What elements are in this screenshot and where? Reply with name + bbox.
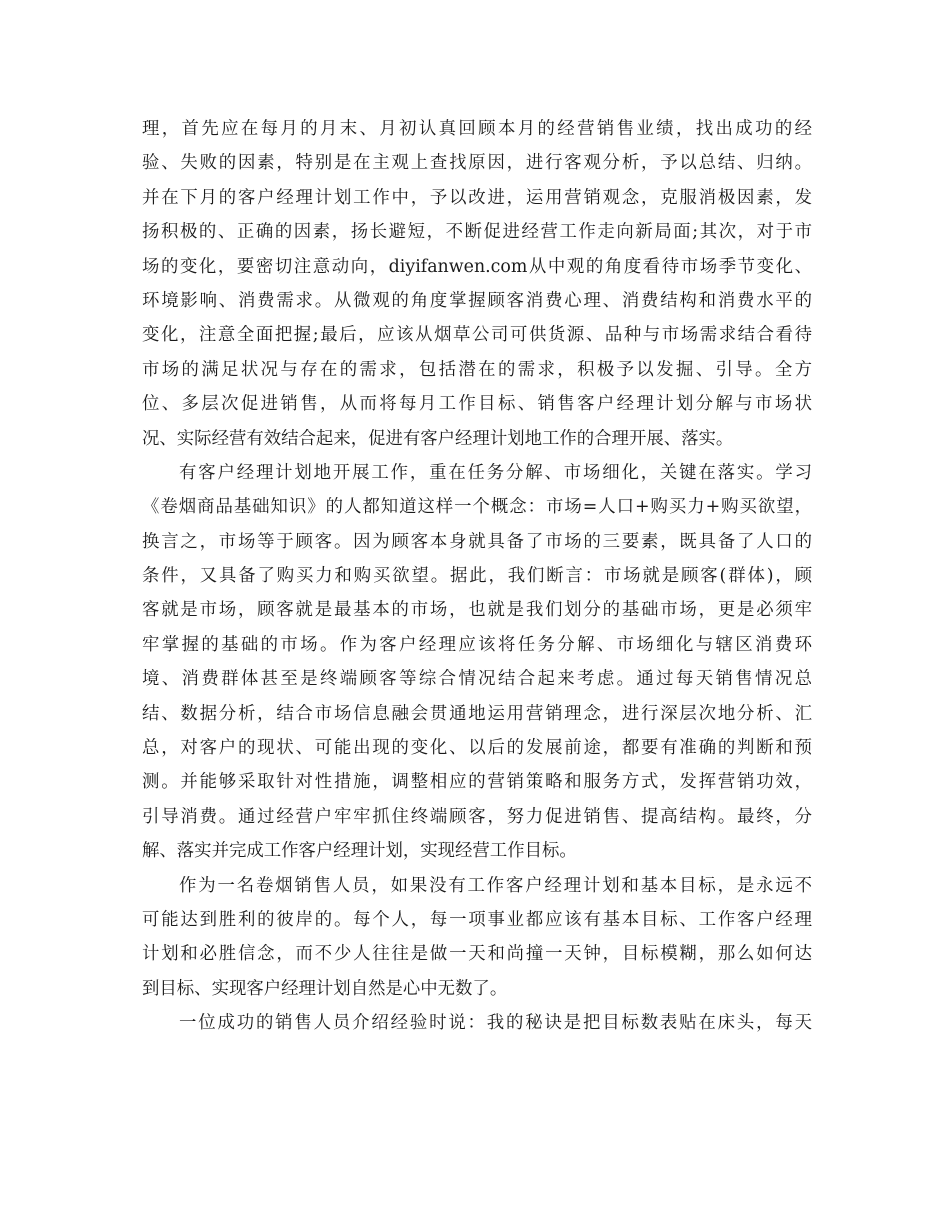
text-line: 牢掌握的基础的市场。作为客户经理应该将任务分解、市场细化与辖区消费环 xyxy=(142,634,812,655)
text-line: 一位成功的销售人员介绍经验时说：我的秘诀是把目标数表贴在床头，每天 xyxy=(179,1013,812,1034)
text-line: 境、消费群体甚至是终端顾客等综合情况结合起来考虑。通过每天销售情况总 xyxy=(142,669,812,690)
text-line: 到目标、实现客户经理计划自然是心中无数了。 xyxy=(142,978,508,999)
document-body xyxy=(142,112,812,1041)
text-line: 换言之，市场等于顾客。因为顾客本身就具备了市场的三要素，既具备了人口的 xyxy=(142,531,812,552)
text-line: 变化，注意全面把握;最后，应该从烟草公司可供货源、品种与市场需求结合看待 xyxy=(142,325,812,346)
text-line: 位、多层次促进销售，从而将每月工作目标、销售客户经理计划分解与市场状 xyxy=(142,394,812,415)
text-line: 理，首先应在每月的月末、月初认真回顾本月的经营销售业绩，找出成功的经 xyxy=(142,119,812,139)
text-line: 扬积极的、正确的因素，扬长避短，不断促进经营工作走向新局面;其次，对于市 xyxy=(142,222,812,243)
text-line: 《卷烟商品基础知识》的人都知道这样一个概念：市场=人口+购买力+购买欲望， xyxy=(142,497,812,518)
text-line: 场的变化，要密切注意动向，diyifanwen.com从中观的角度看待市场季节变化、 xyxy=(142,256,812,277)
text-line: 验、失败的因素，特别是在主观上查找原因，进行客观分析，予以总结、归纳。 xyxy=(142,153,812,174)
text-line: 条件，又具备了购买力和购买欲望。据此，我们断言：市场就是顾客(群体)，顾 xyxy=(142,566,812,587)
text-line: 引导消费。通过经营户牢牢抓住终端顾客，努力促进销售、提高结构。最终，分 xyxy=(142,806,812,827)
text-line: 客就是市场，顾客就是最基本的市场，也就是我们划分的基础市场，更是必须牢 xyxy=(142,600,812,621)
text-line: 总，对客户的现状、可能出现的变化、以后的发展前途，都要有准确的判断和预 xyxy=(142,738,812,759)
text-line: 环境影响、消费需求。从微观的角度掌握顾客消费心理、消费结构和消费水平的 xyxy=(142,290,812,311)
text-line: 有客户经理计划地开展工作，重在任务分解、市场细化，关键在落实。学习 xyxy=(179,462,812,483)
text-line: 并在下月的客户经理计划工作中，予以改进，运用营销观念，克服消极因素，发 xyxy=(142,187,812,208)
text-line: 作为一名卷烟销售人员，如果没有工作客户经理计划和基本目标，是永远不 xyxy=(179,875,812,896)
text-line: 结、数据分析，结合市场信息融会贯通地运用营销理念，进行深层次地分析、汇 xyxy=(142,703,812,724)
text-line: 况、实际经营有效结合起来，促进有客户经理计划地工作的合理开展、落实。 xyxy=(142,428,734,449)
text-line: 测。并能够采取针对性措施，调整相应的营销策略和服务方式，发挥营销功效， xyxy=(142,772,812,793)
text-line: 计划和必胜信念，而不少人往往是做一天和尚撞一天钟，目标模糊，那么如何达 xyxy=(142,944,812,965)
text-line: 市场的满足状况与存在的需求，包括潜在的需求，积极予以发掘、引导。全方 xyxy=(142,359,812,380)
text-line: 解、落实并完成工作客户经理计划，实现经营工作目标。 xyxy=(142,841,577,862)
text-line: 可能达到胜利的彼岸的。每个人，每一项事业都应该有基本目标、工作客户经理 xyxy=(142,909,812,930)
